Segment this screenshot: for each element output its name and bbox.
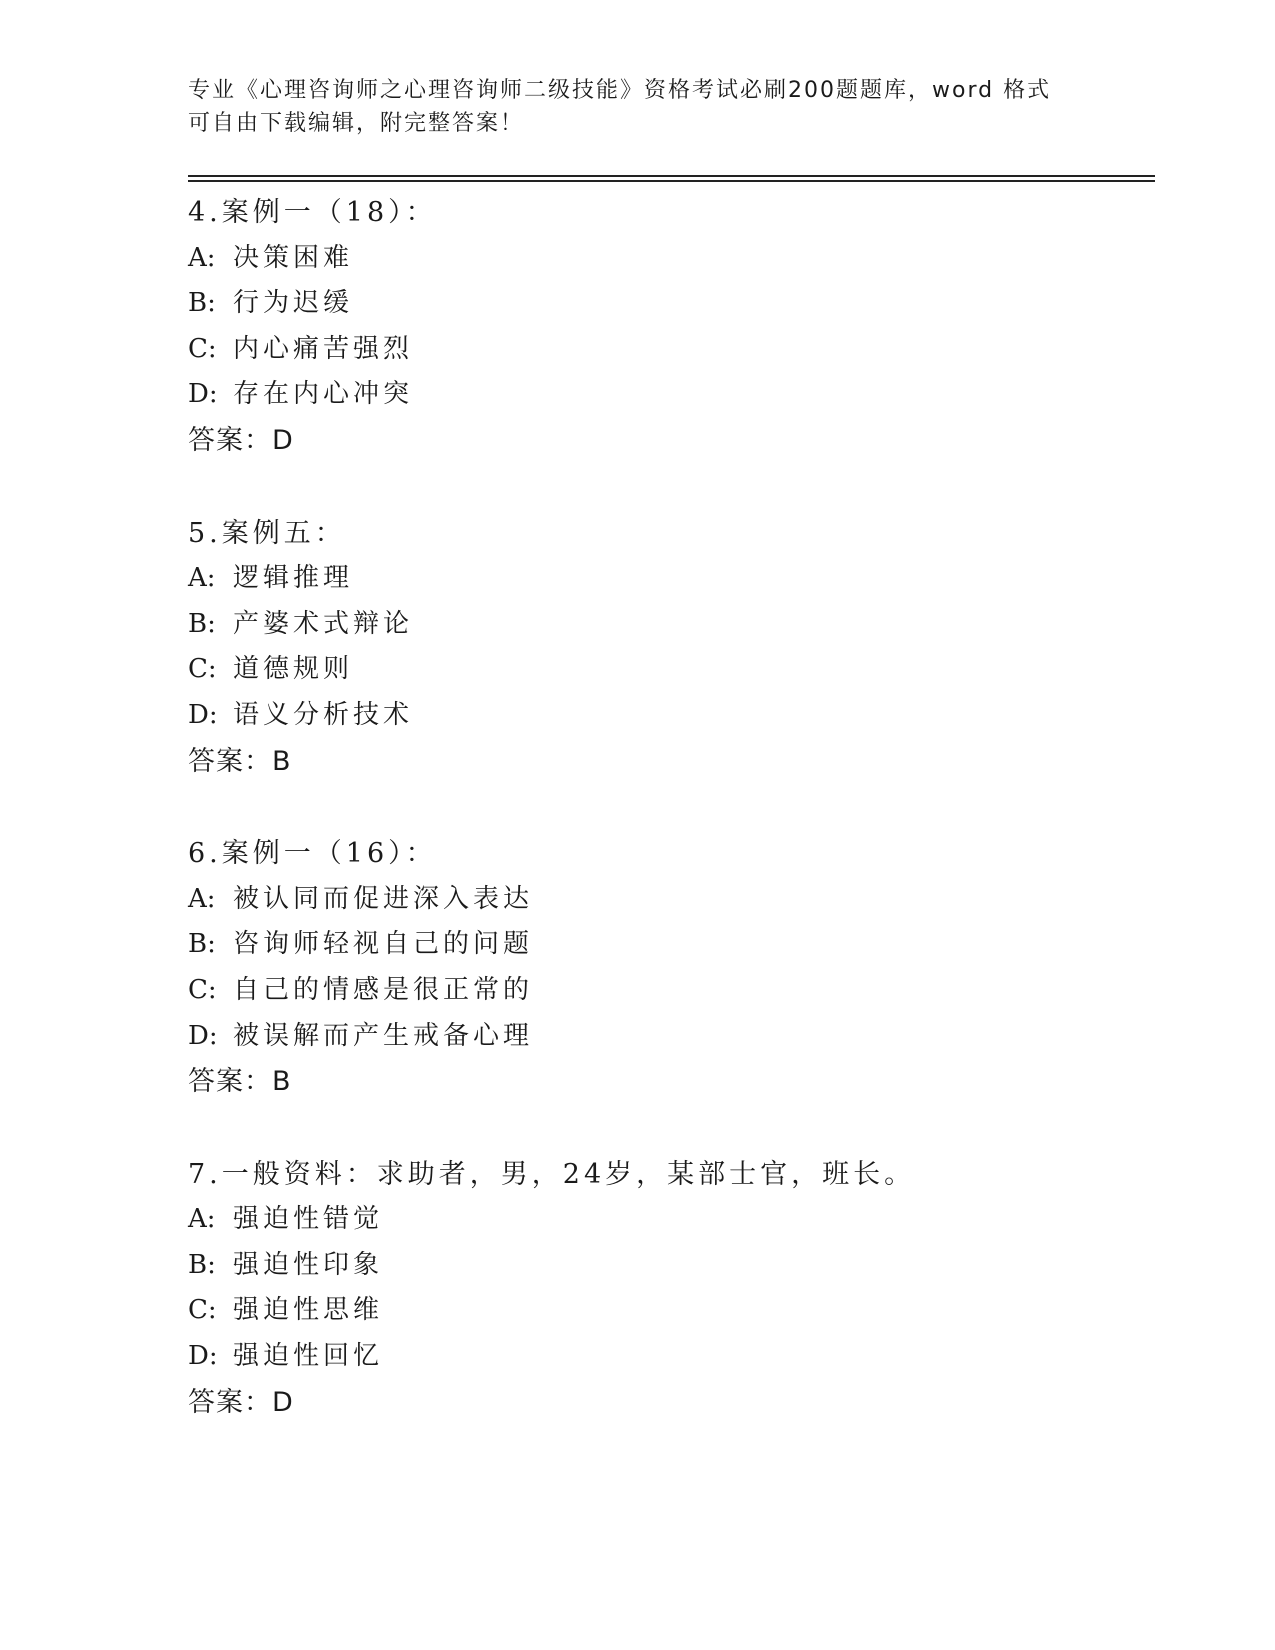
question-title: 7.一般资料：求助者，男，24岁，某部士官，班长。: [188, 1158, 916, 1190]
option-b: [188, 1243, 1148, 1289]
option-letter: A:: [188, 242, 216, 273]
document-header: [188, 74, 1088, 140]
option-text: 逻辑推理: [233, 563, 354, 594]
option-text: 强迫性思维: [233, 1295, 384, 1326]
question-list: [188, 190, 1148, 1472]
option-text: 道德规则: [233, 654, 354, 685]
answer-line: 答案：D: [188, 424, 294, 456]
option-text: 行为迟缓: [233, 288, 354, 319]
option-letter: C:: [188, 1295, 217, 1326]
option-letter: C:: [188, 974, 217, 1005]
option-d: [188, 372, 1148, 418]
header-line-1: 专业《心理咨询师之心理咨询师二级技能》资格考试必刷200题题库，word 格式: [188, 78, 1052, 103]
option-text: 语义分析技术: [233, 699, 414, 730]
option-text: 咨询师轻视自己的问题: [233, 929, 534, 960]
option-letter: D:: [188, 379, 218, 410]
option-letter: B:: [188, 288, 216, 319]
question-4: [188, 190, 1148, 464]
option-text: 决策困难: [233, 242, 354, 273]
option-d: [188, 1334, 1148, 1380]
question-title: 6.案例一（16）：: [188, 838, 437, 870]
option-text: 产婆术式辩论: [233, 608, 414, 639]
option-d: [188, 1014, 1148, 1060]
option-text: 强迫性印象: [233, 1249, 384, 1280]
option-c: [188, 647, 1148, 693]
option-c: [188, 968, 1148, 1014]
option-letter: D:: [188, 699, 218, 730]
answer-line: 答案：B: [188, 745, 292, 777]
option-letter: D:: [188, 1020, 218, 1051]
option-text: 强迫性错觉: [233, 1204, 384, 1235]
option-c: [188, 327, 1148, 373]
option-letter: A:: [188, 563, 216, 594]
option-a: [188, 236, 1148, 282]
option-d: [188, 693, 1148, 739]
question-title: 4.案例一（18）：: [188, 197, 437, 228]
header-line-2: 可自由下载编辑，附完整答案！: [188, 111, 525, 136]
option-a: [188, 556, 1148, 602]
option-a: [188, 877, 1148, 923]
option-a: [188, 1197, 1148, 1243]
answer-line: 答案：D: [188, 1386, 294, 1418]
option-b: [188, 281, 1148, 327]
option-text: 强迫性回忆: [233, 1341, 384, 1372]
question-7: [188, 1152, 1148, 1426]
option-b: [188, 922, 1148, 968]
option-b: [188, 602, 1148, 648]
option-letter: A:: [188, 883, 216, 914]
option-text: 被认同而促进深入表达: [233, 883, 534, 914]
question-6: [188, 831, 1148, 1105]
option-text: 被误解而产生戒备心理: [233, 1020, 534, 1051]
option-c: [188, 1288, 1148, 1334]
option-letter: B:: [188, 1249, 216, 1280]
option-text: 内心痛苦强烈: [233, 333, 414, 364]
option-letter: C:: [188, 654, 217, 685]
option-text: 存在内心冲突: [233, 379, 414, 410]
question-5: [188, 511, 1148, 785]
option-text: 自己的情感是很正常的: [233, 974, 534, 1005]
question-title: 5.案例五：: [188, 517, 346, 549]
header-divider-top: [188, 175, 1155, 177]
option-letter: B:: [188, 929, 216, 960]
option-letter: B:: [188, 608, 216, 639]
answer-line: 答案：B: [188, 1066, 292, 1098]
option-letter: A:: [188, 1204, 216, 1235]
option-letter: C:: [188, 333, 217, 364]
header-divider-bottom: [188, 180, 1155, 182]
option-letter: D:: [188, 1341, 218, 1372]
